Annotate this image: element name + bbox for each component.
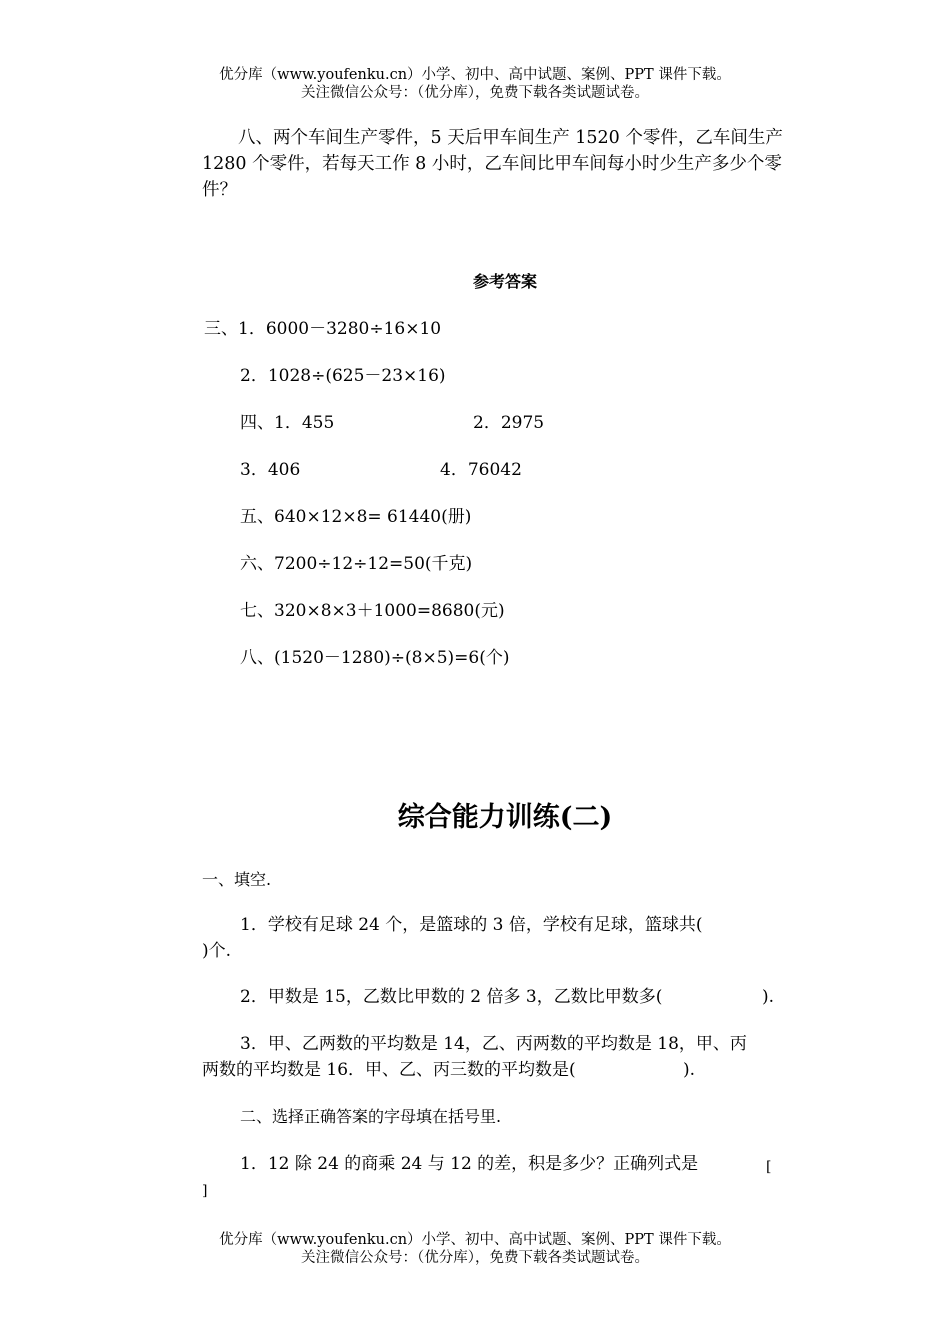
footer-line-2: 关注微信公众号：（优分库），免费下载各类试题试卷。 [301,1250,649,1266]
page-header [0,66,950,102]
choice-question-1: 1．12 除 24 的商乘 24 与 12 的差，积是多少？正确列式是 [240,1154,699,1174]
footer-line-1: 优分库（www.youfenku.cn）小学、初中、高中试题、案例、PPT 课件下载。 [219,1232,731,1248]
question-8: 八、两个车间生产零件，5 天后甲车间生产 1520 个零件，乙车间生产 1280 个零件，若每天工作 8 小时，乙车间比甲车间每小时少生产多少个零件？ [202,128,783,200]
section-2-heading: 二、选择正确答案的字母填在括号里. [240,1107,502,1126]
fill-question-1: 1．学校有足球 24 个，是篮球的 3 倍，学校有足球，篮球共( [240,915,703,935]
section-1-heading: 一、填空. [202,870,272,889]
choice-bracket-close: ] [202,1183,208,1199]
answer-4-3: 3．406 [240,460,301,480]
page-footer [0,1231,950,1267]
answer-7: 七、320×8×3＋1000=8680(元) [240,601,505,621]
fill-question-1-cont: )个. [202,941,232,961]
header-line-2: 关注微信公众号：（优分库），免费下载各类试题试卷。 [301,85,649,101]
answer-4-2: 2．2975 [473,413,545,433]
answer-3-2: 2．1028÷(625－23×16) [240,366,446,386]
answers-title: 参考答案 [472,272,537,291]
fill-question-3-line-2: 两数的平均数是 16．甲、乙、丙三数的平均数是( [202,1060,576,1080]
fill-question-3-end: ). [683,1060,696,1080]
answer-6: 六、7200÷12÷12=50(千克) [240,554,473,574]
choice-bracket-open: [ [766,1159,772,1175]
fill-question-3-line-1: 3．甲、乙两数的平均数是 14，乙、丙两数的平均数是 18，甲、丙 [240,1034,747,1054]
answer-5: 五、640×12×8= 61440(册) [240,507,472,527]
header-line-1: 优分库（www.youfenku.cn）小学、初中、高中试题、案例、PPT 课件下载。 [219,67,731,83]
answer-4-4: 4．76042 [440,460,522,480]
fill-question-2-end: ). [762,987,775,1007]
answer-8: 八、(1520－1280)÷(8×5)=6(个) [240,648,510,668]
answer-3-1: 三、1．6000－3280÷16×10 [204,319,442,339]
exercise-title: 综合能力训练(二) [397,802,613,833]
answer-4-1: 四、1．455 [240,413,335,433]
fill-question-2: 2．甲数是 15，乙数比甲数的 2 倍多 3，乙数比甲数多( [240,987,663,1007]
